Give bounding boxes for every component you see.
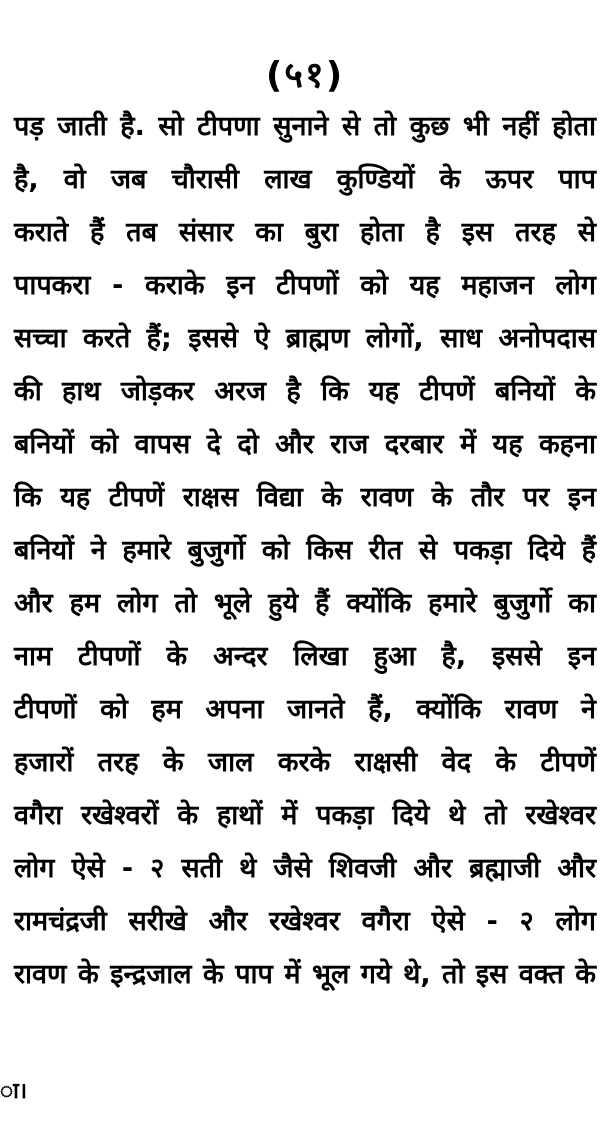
text-line: टीपणों को हम अपना जानते हैं, क्योंकि रावण ने bbox=[14, 694, 596, 725]
page-number: (५१) bbox=[265, 55, 345, 96]
text-line: रामचंद्रजी सरीखे और रखेश्वर वगैरा ऐसे - २ लोग bbox=[14, 906, 596, 937]
margin-fragment: ा। bbox=[0, 1079, 28, 1104]
text-line: पापकरा - कराके इन टीपणों को यह महाजन लोग bbox=[14, 270, 596, 301]
text-line: लोग ऐसे - २ सती थे जैसे शिवजी और ब्रह्माजी और bbox=[14, 853, 596, 884]
text-line: और हम लोग तो भूले हुये हैं क्योंकि हमारे बुजुर्गो का bbox=[14, 588, 596, 619]
text-line: सच्चा करते हैं; इससे ऐ ब्राह्मण लोगों, साध अनोपदास bbox=[14, 323, 596, 354]
text-line: पड़ जाती है. सो टीपणा सुनाने से तो कुछ भी नहीं होता bbox=[14, 111, 596, 142]
text-line: हजारों तरह के जाल करके राक्षसी वेद के टीपणें bbox=[14, 747, 596, 778]
text-line: की हाथ जोड़कर अरज है कि यह टीपणें बनियों के bbox=[14, 376, 596, 407]
text-line: रावण के इन्द्रजाल के पाप में भूल गये थे, तो इस वक्त के bbox=[14, 959, 596, 990]
text-line: वगैरा रखेश्वरों के हाथों में पकड़ा दिये थे तो रखेश्वर bbox=[14, 800, 596, 831]
text-line: बनियों ने हमारे बुजुर्गो को किस रीत से पकड़ा दिये हैं bbox=[14, 535, 596, 566]
text-line: है, वो जब चौरासी लाख कुण्डियों के ऊपर पाप bbox=[14, 164, 596, 195]
text-line: कि यह टीपणें राक्षस विद्या के रावण के तौर पर इन bbox=[14, 482, 596, 513]
text-line: कराते हैं तब संसार का बुरा होता है इस तरह से bbox=[14, 217, 596, 248]
text-line: बनियों को वापस दे दो और राज दरबार में यह कहना bbox=[14, 429, 596, 460]
text-line: नाम टीपणों के अन्दर लिखा हुआ है, इससे इन bbox=[14, 641, 596, 672]
